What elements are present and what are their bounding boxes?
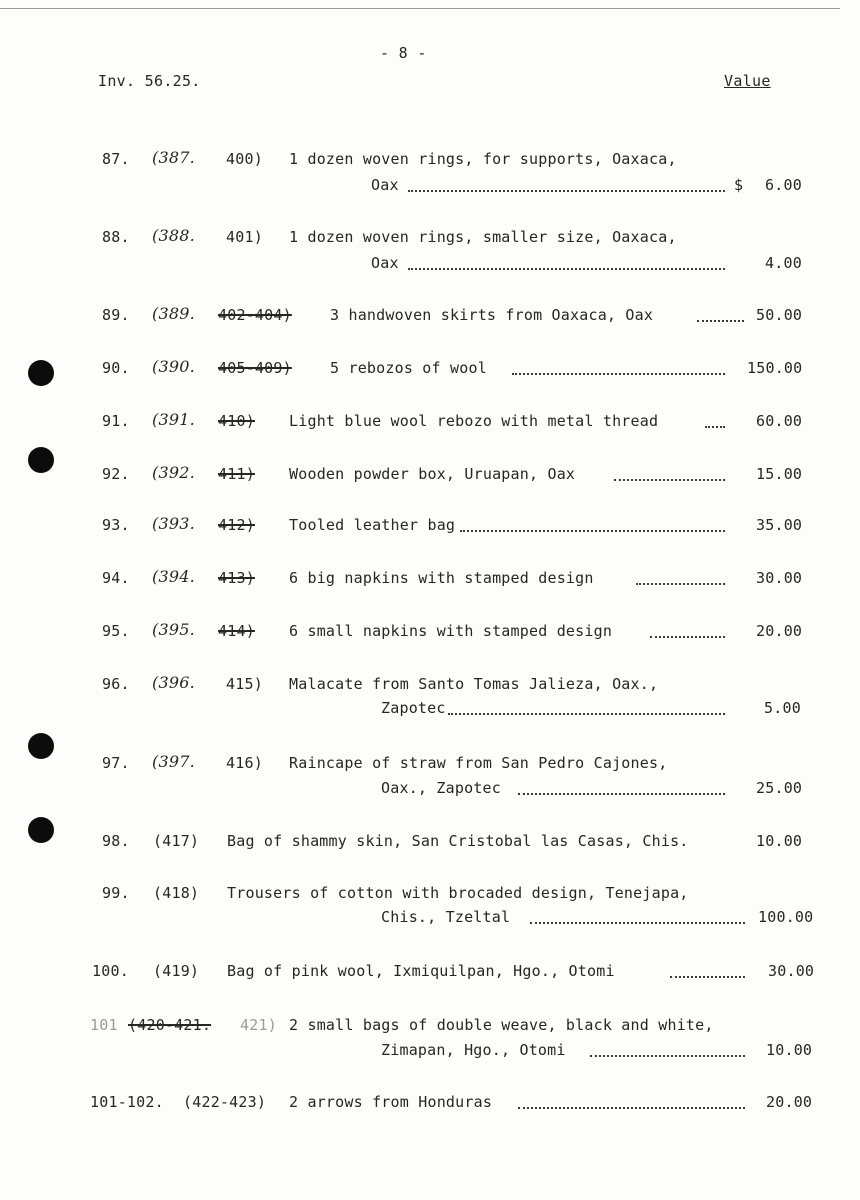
handwritten-ref: (395. bbox=[152, 620, 195, 639]
item-value: 35.00 bbox=[756, 516, 803, 534]
item-description: 6 big napkins with stamped design bbox=[289, 569, 594, 587]
top-rule bbox=[0, 8, 840, 9]
leader-dots bbox=[530, 922, 745, 924]
leader-dots bbox=[408, 190, 725, 192]
value-column-header: Value bbox=[724, 72, 771, 90]
entry-number: 88. bbox=[102, 228, 130, 246]
struck-typed-ref: 411) bbox=[218, 465, 255, 483]
item-value: 150.00 bbox=[747, 359, 803, 377]
item-value: 25.00 bbox=[756, 779, 803, 797]
currency-symbol: $ bbox=[734, 176, 744, 194]
inventory-ref: (422-423) bbox=[183, 1093, 267, 1111]
item-description: Raincape of straw from San Pedro Cajones, bbox=[289, 754, 668, 772]
handwritten-ref: (390. bbox=[152, 357, 195, 376]
handwritten-ref: (394. bbox=[152, 567, 195, 586]
leader-dots bbox=[636, 583, 725, 585]
leader-dots bbox=[460, 530, 725, 532]
entry-number: 89. bbox=[102, 306, 130, 324]
entry-number: 93. bbox=[102, 516, 130, 534]
item-description: Wooden powder box, Uruapan, Oax bbox=[289, 465, 576, 483]
item-description: Bag of shammy skin, San Cristobal las Casas, Chis. bbox=[227, 832, 689, 850]
leader-dots bbox=[670, 976, 745, 978]
leader-dots bbox=[590, 1055, 745, 1057]
item-description: Malacate from Santo Tomas Jalieza, Oax., bbox=[289, 675, 659, 693]
item-value: 10.00 bbox=[756, 832, 803, 850]
handwritten-ref: (396. bbox=[152, 673, 195, 692]
struck-typed-ref: 414) bbox=[218, 622, 255, 640]
leader-dots bbox=[705, 426, 725, 428]
handwritten-ref: (389. bbox=[152, 304, 195, 323]
struck-typed-ref: 402-404) bbox=[218, 306, 292, 324]
punch-hole bbox=[28, 447, 54, 473]
leader-dots bbox=[697, 320, 744, 322]
item-value: 5.00 bbox=[764, 699, 801, 717]
item-value: 30.00 bbox=[768, 962, 815, 980]
item-description-cont: Oax., Zapotec bbox=[381, 779, 501, 797]
struck-typed-ref: 410) bbox=[218, 412, 255, 430]
leader-dots bbox=[512, 373, 725, 375]
entry-number: 87. bbox=[102, 150, 130, 168]
item-description-cont: Chis., Tzeltal bbox=[381, 908, 511, 926]
item-description-cont: Oax bbox=[371, 254, 399, 272]
item-value: 6.00 bbox=[765, 176, 802, 194]
typed-ref: 415) bbox=[226, 675, 263, 693]
handwritten-ref: (392. bbox=[152, 463, 195, 482]
handwritten-ref: (388. bbox=[152, 226, 195, 245]
inventory-ref: (418) bbox=[153, 884, 200, 902]
item-value: 4.00 bbox=[765, 254, 802, 272]
struck-typed-ref: 413) bbox=[218, 569, 255, 587]
entry-number: 100. bbox=[92, 962, 129, 980]
leader-dots bbox=[448, 713, 725, 715]
item-value: 100.00 bbox=[758, 908, 814, 926]
item-description: 6 small napkins with stamped design bbox=[289, 622, 613, 640]
punch-hole bbox=[28, 733, 54, 759]
entry-number: 95. bbox=[102, 622, 130, 640]
item-description: 1 dozen woven rings, for supports, Oaxaca, bbox=[289, 150, 677, 168]
handwritten-ref: (391. bbox=[152, 410, 195, 429]
leader-dots bbox=[518, 1107, 745, 1109]
item-description: 2 small bags of double weave, black and white, bbox=[289, 1016, 714, 1034]
leader-dots bbox=[650, 636, 725, 638]
handwritten-ref: (387. bbox=[152, 148, 195, 167]
entry-number: 91. bbox=[102, 412, 130, 430]
item-description: 1 dozen woven rings, smaller size, Oaxaca, bbox=[289, 228, 677, 246]
struck-typed-ref: 405-409) bbox=[218, 359, 292, 377]
page-number: - 8 - bbox=[380, 44, 427, 62]
entry-number: 96. bbox=[102, 675, 130, 693]
item-value: 30.00 bbox=[756, 569, 803, 587]
typed-ref: 416) bbox=[226, 754, 263, 772]
inventory-ref-tail: 421) bbox=[240, 1016, 277, 1034]
item-description: Trousers of cotton with brocaded design, Tenejapa, bbox=[227, 884, 689, 902]
entry-number: 101 bbox=[90, 1016, 118, 1034]
inventory-ref: (419) bbox=[153, 962, 200, 980]
item-description: Light blue wool rebozo with metal thread bbox=[289, 412, 659, 430]
entry-number: 97. bbox=[102, 754, 130, 772]
handwritten-ref: (397. bbox=[152, 752, 195, 771]
item-description-cont: Oax bbox=[371, 176, 399, 194]
item-value: 10.00 bbox=[766, 1041, 813, 1059]
item-value: 60.00 bbox=[756, 412, 803, 430]
item-description: 5 rebozos of wool bbox=[330, 359, 487, 377]
item-value: 20.00 bbox=[766, 1093, 813, 1111]
leader-dots bbox=[408, 268, 725, 270]
typed-ref: 401) bbox=[226, 228, 263, 246]
entry-number: 98. bbox=[102, 832, 130, 850]
struck-inventory-ref: (420-421. bbox=[128, 1016, 212, 1034]
entry-number: 94. bbox=[102, 569, 130, 587]
item-value: 50.00 bbox=[756, 306, 803, 324]
leader-dots bbox=[614, 479, 725, 481]
item-description-cont: Zapotec bbox=[381, 699, 446, 717]
item-value: 15.00 bbox=[756, 465, 803, 483]
entry-number: 99. bbox=[102, 884, 130, 902]
item-description: Tooled leather bag bbox=[289, 516, 456, 534]
inventory-number: Inv. 56.25. bbox=[98, 72, 201, 90]
punch-hole bbox=[28, 360, 54, 386]
item-description: Bag of pink wool, Ixmiquilpan, Hgo., Otomi bbox=[227, 962, 615, 980]
handwritten-ref: (393. bbox=[152, 514, 195, 533]
typed-ref: 400) bbox=[226, 150, 263, 168]
item-description-cont: Zimapan, Hgo., Otomi bbox=[381, 1041, 566, 1059]
entry-number: 92. bbox=[102, 465, 130, 483]
leader-dots bbox=[518, 793, 725, 795]
struck-typed-ref: 412) bbox=[218, 516, 255, 534]
item-value: 20.00 bbox=[756, 622, 803, 640]
inventory-ref: (417) bbox=[153, 832, 200, 850]
punch-hole bbox=[28, 817, 54, 843]
item-description: 3 handwoven skirts from Oaxaca, Oax bbox=[330, 306, 654, 324]
item-description: 2 arrows from Honduras bbox=[289, 1093, 493, 1111]
entry-number: 90. bbox=[102, 359, 130, 377]
entry-number: 101-102. bbox=[90, 1093, 164, 1111]
